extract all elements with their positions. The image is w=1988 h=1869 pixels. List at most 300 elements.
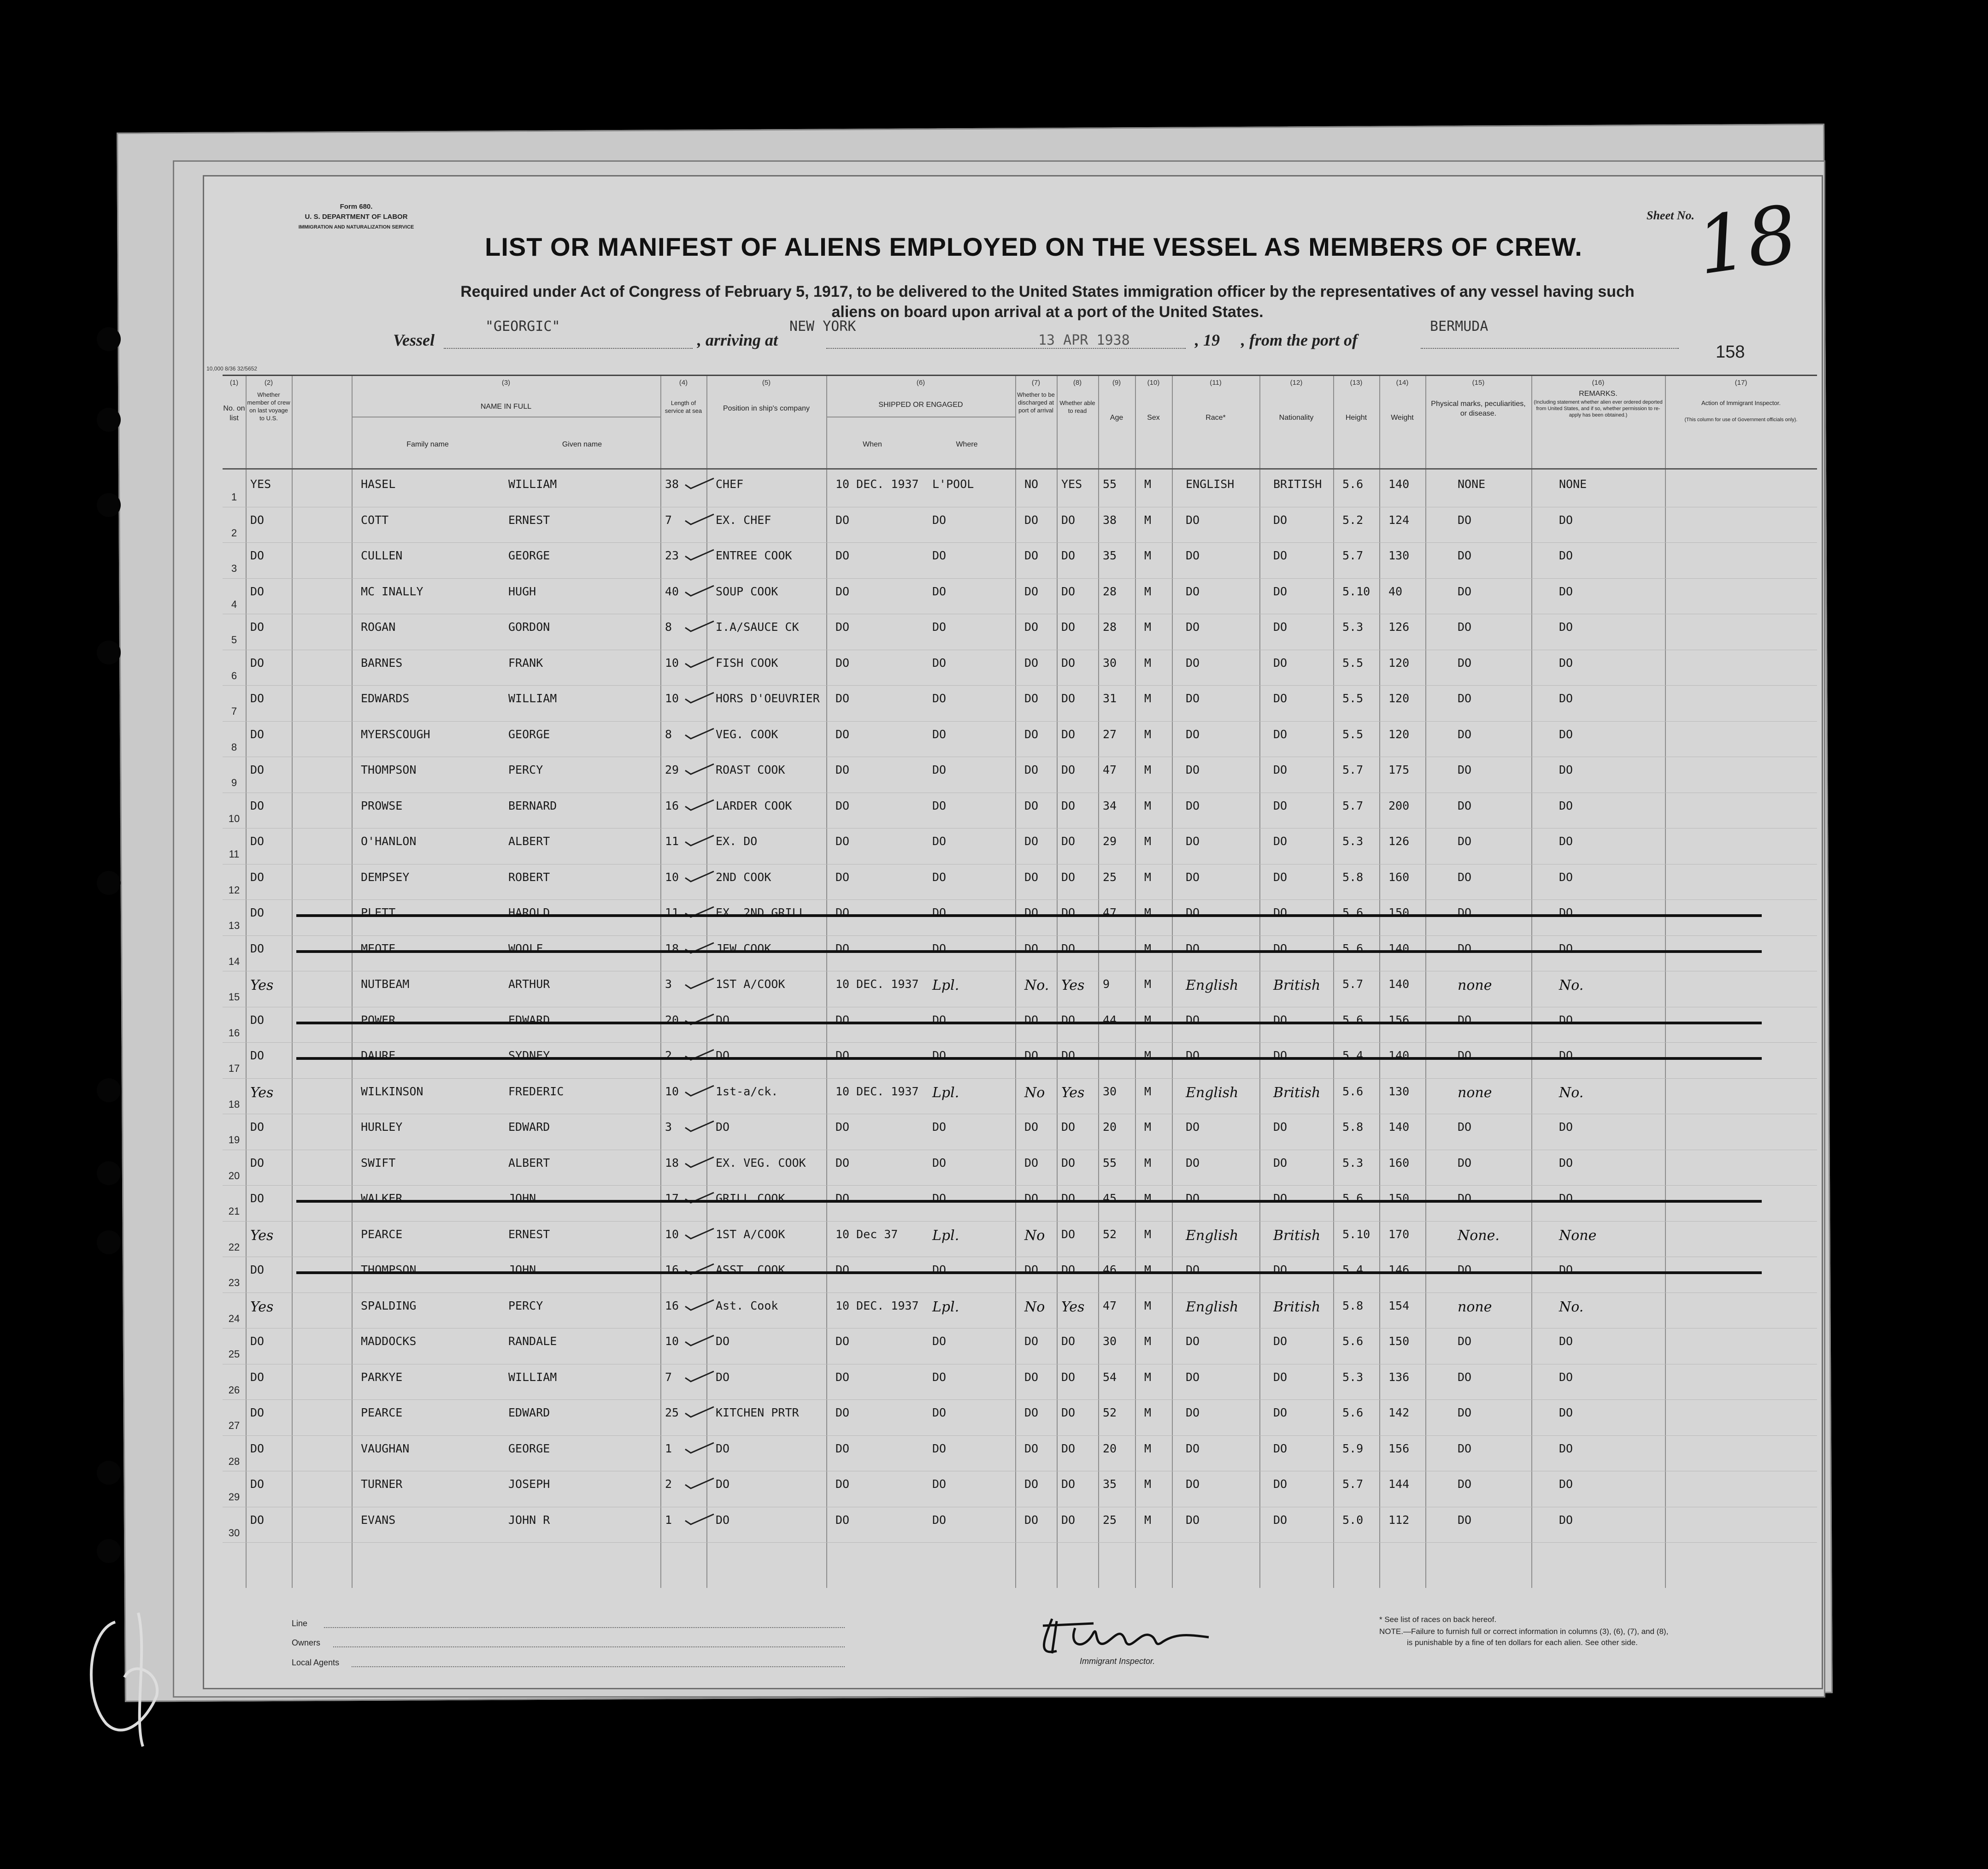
check-mark-icon <box>683 584 716 597</box>
age-cell: 35 <box>1103 549 1117 562</box>
header-action: Action of Immigrant Inspector. <box>1701 400 1781 406</box>
family-name-cell: EVANS <box>361 1513 396 1527</box>
row-rule <box>223 1185 1817 1186</box>
check-mark-icon <box>683 798 716 811</box>
sex-cell: M <box>1144 906 1152 919</box>
given-name-cell: ARTHUR <box>508 977 550 991</box>
discharged-cell: DO <box>1024 835 1039 848</box>
row-number: 28 <box>228 1455 240 1467</box>
race-cell: DO <box>1186 941 1200 955</box>
race-cell: DO <box>1186 513 1200 527</box>
row-number: 25 <box>228 1348 240 1360</box>
discharged-cell: DO <box>1024 941 1039 955</box>
nationality-cell: DO <box>1273 906 1288 919</box>
discharged-cell: No <box>1024 1227 1045 1244</box>
remarks-cell: NONE <box>1559 477 1587 491</box>
from-port: BERMUDA <box>1430 318 1488 335</box>
discharged-cell: No <box>1024 1084 1045 1101</box>
age-cell: 30 <box>1103 656 1117 670</box>
nationality-cell: DO <box>1273 1192 1288 1205</box>
height-cell: 5.8 <box>1342 870 1364 884</box>
given-name-cell: JOHN R <box>508 1513 550 1527</box>
sheet-label: Sheet No. <box>1647 209 1694 222</box>
shipped-where-cell: DO <box>932 584 947 598</box>
header-where: Where <box>956 441 978 448</box>
height-cell: 5.4 <box>1342 1263 1364 1276</box>
sex-cell: M <box>1144 1156 1152 1170</box>
physical-marks-cell: DO <box>1458 513 1472 527</box>
nationality-cell: DO <box>1273 1513 1288 1527</box>
shipped-when-cell: DO <box>835 1513 850 1527</box>
height-cell: 5.7 <box>1342 799 1364 812</box>
race-cell: English <box>1186 977 1239 993</box>
punch-hole <box>97 493 121 517</box>
check-mark-icon <box>683 870 716 882</box>
discharged-cell: No. <box>1024 977 1049 993</box>
family-name-cell: TURNER <box>361 1477 403 1491</box>
race-cell: DO <box>1186 549 1200 562</box>
column-number: (8) <box>1073 379 1082 387</box>
height-cell: 5.3 <box>1342 620 1364 634</box>
physical-marks-cell: DO <box>1458 584 1472 598</box>
remarks-cell: DO <box>1559 1156 1573 1170</box>
weight-cell: 126 <box>1388 620 1410 634</box>
header-action-note: (This column for use of Government officials only). <box>1684 417 1798 423</box>
discharged-cell: DO <box>1024 656 1039 670</box>
height-cell: 5.6 <box>1342 1192 1364 1205</box>
given-name-cell: WILLIAM <box>508 1370 557 1384</box>
shipped-where-cell: DO <box>932 1513 947 1527</box>
service-length-cell: 2 <box>665 1049 672 1062</box>
header-name-in-full: NAME IN FULL <box>480 403 532 411</box>
local-agents-label: Local Agents <box>292 1658 340 1667</box>
discharged-cell: DO <box>1024 1192 1039 1205</box>
row-number: 18 <box>228 1098 240 1110</box>
race-cell: DO <box>1186 1156 1200 1170</box>
remarks-cell: DO <box>1559 835 1573 848</box>
row-rule <box>223 935 1817 936</box>
able-read-cell: DO <box>1061 692 1076 705</box>
column-number: (3) <box>501 379 511 387</box>
weight-cell: 120 <box>1388 656 1410 670</box>
remarks-cell: DO <box>1559 1513 1573 1527</box>
remarks-cell: DO <box>1559 1370 1573 1384</box>
age-cell: 28 <box>1103 584 1117 598</box>
service: IMMIGRATION AND NATURALIZATION SERVICE <box>298 224 414 230</box>
service-length-cell: 38 <box>665 477 679 491</box>
position-cell: SOUP COOK <box>716 584 778 598</box>
height-cell: 5.6 <box>1342 477 1364 491</box>
shipped-when-cell: DO <box>835 584 850 598</box>
header-when: When <box>863 441 882 448</box>
service-length-cell: 16 <box>665 799 679 812</box>
nationality-cell: DO <box>1273 1477 1288 1491</box>
column-number: (9) <box>1112 379 1121 387</box>
check-mark-icon <box>683 655 716 668</box>
age-cell: 47 <box>1103 763 1117 776</box>
able-read-cell: DO <box>1061 584 1076 598</box>
form-identifier <box>282 202 430 232</box>
check-mark-icon <box>683 1298 716 1311</box>
shipped-when-cell: DO <box>835 1013 850 1027</box>
able-read-cell: DO <box>1061 1263 1076 1276</box>
position-cell: DO <box>716 1513 730 1527</box>
height-cell: 5.3 <box>1342 1156 1364 1170</box>
family-name-cell: PROWSE <box>361 799 403 812</box>
member-cell: DO <box>250 870 265 884</box>
member-cell: DO <box>250 549 265 562</box>
nationality-cell: DO <box>1273 1370 1288 1384</box>
weight-cell: 120 <box>1388 692 1410 705</box>
service-length-cell: 25 <box>665 1406 679 1419</box>
sex-cell: M <box>1144 977 1152 991</box>
race-cell: English <box>1186 1227 1239 1244</box>
nationality-cell: DO <box>1273 1334 1288 1348</box>
discharged-cell: DO <box>1024 692 1039 705</box>
remarks-cell: DO <box>1559 763 1573 776</box>
given-name-cell: WILLIAM <box>508 477 557 491</box>
sex-cell: M <box>1144 692 1152 705</box>
member-cell: YES <box>250 477 271 491</box>
sex-cell: M <box>1144 799 1152 812</box>
check-mark-icon <box>683 548 716 561</box>
position-cell: I.A/SAUCE CK <box>716 620 799 634</box>
given-name-cell: PERCY <box>508 1299 543 1312</box>
race-cell: DO <box>1186 1120 1200 1134</box>
height-cell: 5.5 <box>1342 656 1364 670</box>
given-name-cell: EDWARD <box>508 1120 550 1134</box>
sex-cell: M <box>1144 584 1152 598</box>
member-cell: DO <box>250 835 265 848</box>
given-name-cell: EDWARD <box>508 1013 550 1027</box>
age-cell: 20 <box>1103 1120 1117 1134</box>
row-number: 17 <box>228 1063 240 1074</box>
family-name-cell: POWER <box>361 1013 396 1027</box>
column-number: (17) <box>1735 379 1747 387</box>
member-cell: DO <box>250 584 265 598</box>
age-cell: 54 <box>1103 1370 1117 1384</box>
position-cell: ROAST COOK <box>716 763 785 776</box>
header-member-last-voyage: Whether member of crew on last voyage to U.S. <box>247 391 290 422</box>
weight-cell: 130 <box>1388 1084 1410 1098</box>
given-name-cell: RANDALE <box>508 1334 557 1348</box>
member-cell: DO <box>250 1156 265 1170</box>
physical-marks-cell: DO <box>1458 620 1472 634</box>
sex-cell: M <box>1144 1227 1152 1241</box>
row-number: 1 <box>231 491 237 503</box>
service-length-cell: 8 <box>665 620 672 634</box>
row-number: 29 <box>228 1491 240 1503</box>
remarks-cell: DO <box>1559 1013 1573 1027</box>
family-name-cell: NUTBEAM <box>361 977 410 991</box>
shipped-where-cell: DO <box>932 1334 947 1348</box>
height-cell: 5.3 <box>1342 1370 1364 1384</box>
column-number: (15) <box>1472 379 1485 387</box>
height-cell: 5.7 <box>1342 977 1364 991</box>
age-cell: 38 <box>1103 513 1117 527</box>
sex-cell: M <box>1144 1370 1152 1384</box>
position-cell: EX. 2ND GRILL <box>716 906 806 919</box>
row-rule <box>223 542 1817 543</box>
sex-cell: M <box>1144 513 1152 527</box>
age-cell: 20 <box>1103 1441 1117 1455</box>
year-label: , 19 <box>1195 331 1220 349</box>
physical-marks-cell: DO <box>1458 1513 1472 1527</box>
column-number: (4) <box>679 379 688 387</box>
position-cell: LARDER COOK <box>716 799 792 812</box>
row-number: 23 <box>228 1277 240 1288</box>
discharged-cell: DO <box>1024 1406 1039 1419</box>
row-number: 20 <box>228 1170 240 1181</box>
row-rule <box>223 685 1817 686</box>
given-name-cell: ERNEST <box>508 1227 550 1241</box>
given-name-cell: HUGH <box>508 584 536 598</box>
able-read-cell: Yes <box>1061 1084 1085 1101</box>
race-cell: DO <box>1186 763 1200 776</box>
shipped-where-cell: DO <box>932 513 947 527</box>
family-name-cell: PLETT <box>361 906 396 919</box>
family-name-cell: PEARCE <box>361 1227 403 1241</box>
race-cell: DO <box>1186 727 1200 741</box>
column-number: (12) <box>1290 379 1303 387</box>
height-cell: 5.6 <box>1342 941 1364 955</box>
discharged-cell: DO <box>1024 1334 1039 1348</box>
remarks-cell: DO <box>1559 1406 1573 1419</box>
shipped-when-cell: 10 DEC. 1937 <box>835 477 919 491</box>
header-remarks-note: (Including statement whether alien ever ordered deported from United States, and if so, whether permission to re-apply has been obtained.) <box>1534 400 1663 418</box>
given-name-cell: JOHN <box>508 1263 536 1276</box>
check-mark-icon <box>683 1369 716 1382</box>
nationality-cell: British <box>1273 1227 1321 1244</box>
shipped-when-cell: DO <box>835 1120 850 1134</box>
age-cell: 46 <box>1103 1263 1117 1276</box>
nationality-cell: DO <box>1273 692 1288 705</box>
shipped-when-cell: DO <box>835 1370 850 1384</box>
sex-cell: M <box>1144 620 1152 634</box>
weight-cell: 142 <box>1388 1406 1410 1419</box>
member-cell: Yes <box>250 1084 274 1101</box>
row-number: 5 <box>231 634 237 646</box>
age-cell: 47 <box>1103 906 1117 919</box>
nationality-cell: British <box>1273 1084 1321 1101</box>
subtitle-line-1: Required under Act of Congress of February 5, 1917, to be delivered to the United States immigration officer by the representatives of any vessel having such <box>460 283 1635 300</box>
weight-cell: 136 <box>1388 1370 1410 1384</box>
row-number: 24 <box>228 1312 240 1324</box>
shipped-when-cell: DO <box>835 799 850 812</box>
family-name-cell: THOMPSON <box>361 1263 417 1276</box>
able-read-cell: Yes <box>1061 977 1085 993</box>
discharged-cell: DO <box>1024 1370 1039 1384</box>
given-name-cell: JOSEPH <box>508 1477 550 1491</box>
column-number: (5) <box>762 379 771 387</box>
remarks-cell: DO <box>1559 1263 1573 1276</box>
column-number: (13) <box>1350 379 1363 387</box>
subtitle-line-2: aliens on board upon arrival at a port of the United States. <box>831 303 1264 321</box>
family-name-cell: SWIFT <box>361 1156 396 1170</box>
sex-cell: M <box>1144 1120 1152 1134</box>
row-number: 7 <box>231 705 237 717</box>
remarks-cell: DO <box>1559 799 1573 812</box>
row-number: 8 <box>231 741 237 753</box>
weight-cell: 144 <box>1388 1477 1410 1491</box>
physical-marks-cell: DO <box>1458 1441 1472 1455</box>
nationality-cell: BRITISH <box>1273 477 1322 491</box>
remarks-cell: DO <box>1559 513 1573 527</box>
member-cell: DO <box>250 1013 265 1027</box>
arriving-port: NEW YORK <box>789 318 856 335</box>
age-cell: 30 <box>1103 1084 1117 1098</box>
service-length-cell: 17 <box>665 1192 679 1205</box>
weight-cell: 200 <box>1388 799 1410 812</box>
weight-cell: 146 <box>1388 1263 1410 1276</box>
header-discharged: Whether to be discharged at port of arrival <box>1017 391 1055 414</box>
remarks-cell: None <box>1559 1227 1597 1244</box>
shipped-where-cell: DO <box>932 906 947 919</box>
remarks-cell: DO <box>1559 727 1573 741</box>
shipped-when-cell: DO <box>835 1441 850 1455</box>
weight-cell: 150 <box>1388 1192 1410 1205</box>
height-cell: 5.0 <box>1342 1513 1364 1527</box>
service-length-cell: 10 <box>665 656 679 670</box>
nationality-cell: British <box>1273 977 1321 993</box>
header-length-service: Length of service at sea <box>665 400 702 414</box>
header-height: Height <box>1345 414 1367 422</box>
height-cell: 5.3 <box>1342 835 1364 848</box>
age-cell: 55 <box>1103 1156 1117 1170</box>
row-number: 10 <box>228 812 240 824</box>
race-cell: DO <box>1186 1477 1200 1491</box>
discharged-cell: DO <box>1024 727 1039 741</box>
sex-cell: M <box>1144 549 1152 562</box>
able-read-cell: DO <box>1061 1192 1076 1205</box>
position-cell: DO <box>716 1441 730 1455</box>
able-read-cell: DO <box>1061 513 1076 527</box>
height-cell: 5.6 <box>1342 1084 1364 1098</box>
member-cell: DO <box>250 1441 265 1455</box>
able-read-cell: DO <box>1061 1370 1076 1384</box>
given-name-cell: ALBERT <box>508 1156 550 1170</box>
check-mark-icon <box>683 1227 716 1240</box>
position-cell: 1st-a/ck. <box>716 1084 778 1098</box>
header-family-name: Family name <box>406 441 449 448</box>
shipped-when-cell: DO <box>835 906 850 919</box>
check-mark-icon <box>683 1119 716 1132</box>
shipped-when-cell: DO <box>835 727 850 741</box>
row-number: 15 <box>228 991 240 1003</box>
member-cell: DO <box>250 620 265 634</box>
discharged-cell: DO <box>1024 513 1039 527</box>
member-cell: DO <box>250 727 265 741</box>
check-mark-icon <box>683 1405 716 1418</box>
punch-hole <box>97 1078 121 1102</box>
family-name-cell: HURLEY <box>361 1120 403 1134</box>
height-cell: 5.8 <box>1342 1120 1364 1134</box>
family-name-cell: WALKER <box>361 1192 403 1205</box>
remarks-cell: DO <box>1559 620 1573 634</box>
check-mark-icon <box>683 1512 716 1525</box>
header-physical-marks: Physical marks, peculiarities, or disease. <box>1431 400 1526 417</box>
shipped-where-cell: Lpl. <box>932 977 959 993</box>
row-number: 11 <box>229 848 240 860</box>
age-cell: 29 <box>1103 835 1117 848</box>
service-length-cell: 18 <box>665 941 679 955</box>
nationality-cell: DO <box>1273 584 1288 598</box>
shipped-where-cell: DO <box>932 1263 947 1276</box>
row-number: 27 <box>228 1420 240 1431</box>
shipped-where-cell: DO <box>932 1370 947 1384</box>
shipped-when-cell: DO <box>835 763 850 776</box>
shipped-where-cell: DO <box>932 941 947 955</box>
sex-cell: M <box>1144 1477 1152 1491</box>
age-cell: 45 <box>1103 1192 1117 1205</box>
discharged-cell: DO <box>1024 1120 1039 1134</box>
weight-cell: 130 <box>1388 549 1410 562</box>
punch-hole <box>97 641 121 664</box>
nationality-cell: DO <box>1273 1120 1288 1134</box>
shipped-where-cell: DO <box>932 1049 947 1062</box>
family-name-cell: DAURE <box>361 1049 396 1062</box>
age-cell: 44 <box>1103 1013 1117 1027</box>
column-number: (11) <box>1210 379 1222 387</box>
manifest-subtitle <box>375 282 1720 322</box>
row-number: 12 <box>228 884 240 896</box>
remarks-cell: DO <box>1559 1192 1573 1205</box>
weight-cell: 156 <box>1388 1013 1410 1027</box>
given-name-cell: SYDNEY <box>508 1049 550 1062</box>
member-cell: Yes <box>250 977 274 993</box>
height-cell: 5.8 <box>1342 1299 1364 1312</box>
position-cell: DO <box>716 1049 730 1062</box>
shipped-where-cell: DO <box>932 835 947 848</box>
member-cell: DO <box>250 1513 265 1527</box>
shipped-where-cell: DO <box>932 727 947 741</box>
inspector-label: Immigrant Inspector. <box>1080 1657 1155 1666</box>
department: U. S. DEPARTMENT OF LABOR <box>305 213 408 221</box>
position-cell: 1ST A/COOK <box>716 977 785 991</box>
remarks-cell: DO <box>1559 1334 1573 1348</box>
physical-marks-cell: NONE <box>1458 477 1486 491</box>
punch-hole <box>97 1230 121 1254</box>
family-name-cell: PARKYE <box>361 1370 403 1384</box>
header-no-on-list: No. on list <box>223 405 245 422</box>
shipped-when-cell: DO <box>835 1156 850 1170</box>
discharged-cell: NO <box>1024 477 1039 491</box>
family-name-cell: THOMPSON <box>361 763 417 776</box>
remarks-cell: DO <box>1559 1120 1573 1134</box>
row-number: 22 <box>228 1241 240 1253</box>
discharged-cell: DO <box>1024 799 1039 812</box>
shipped-when-cell: DO <box>835 549 850 562</box>
remarks-cell: No. <box>1559 1084 1584 1101</box>
age-cell: 34 <box>1103 799 1117 812</box>
sex-cell: M <box>1144 1513 1152 1527</box>
nationality-cell: DO <box>1273 1013 1288 1027</box>
check-mark-icon <box>683 762 716 775</box>
remarks-cell: DO <box>1559 1441 1573 1455</box>
race-cell: DO <box>1186 1263 1200 1276</box>
member-cell: DO <box>250 906 265 919</box>
shipped-when-cell: 10 Dec 37 <box>835 1227 898 1241</box>
shipped-when-cell: DO <box>835 835 850 848</box>
service-length-cell: 11 <box>665 906 679 919</box>
sex-cell: M <box>1144 1013 1152 1027</box>
able-read-cell: Yes <box>1061 1299 1085 1315</box>
member-cell: DO <box>250 763 265 776</box>
weight-cell: 140 <box>1388 477 1410 491</box>
physical-marks-cell: none <box>1458 1084 1492 1101</box>
row-number: 4 <box>231 598 237 610</box>
line-label: Line <box>292 1619 308 1628</box>
